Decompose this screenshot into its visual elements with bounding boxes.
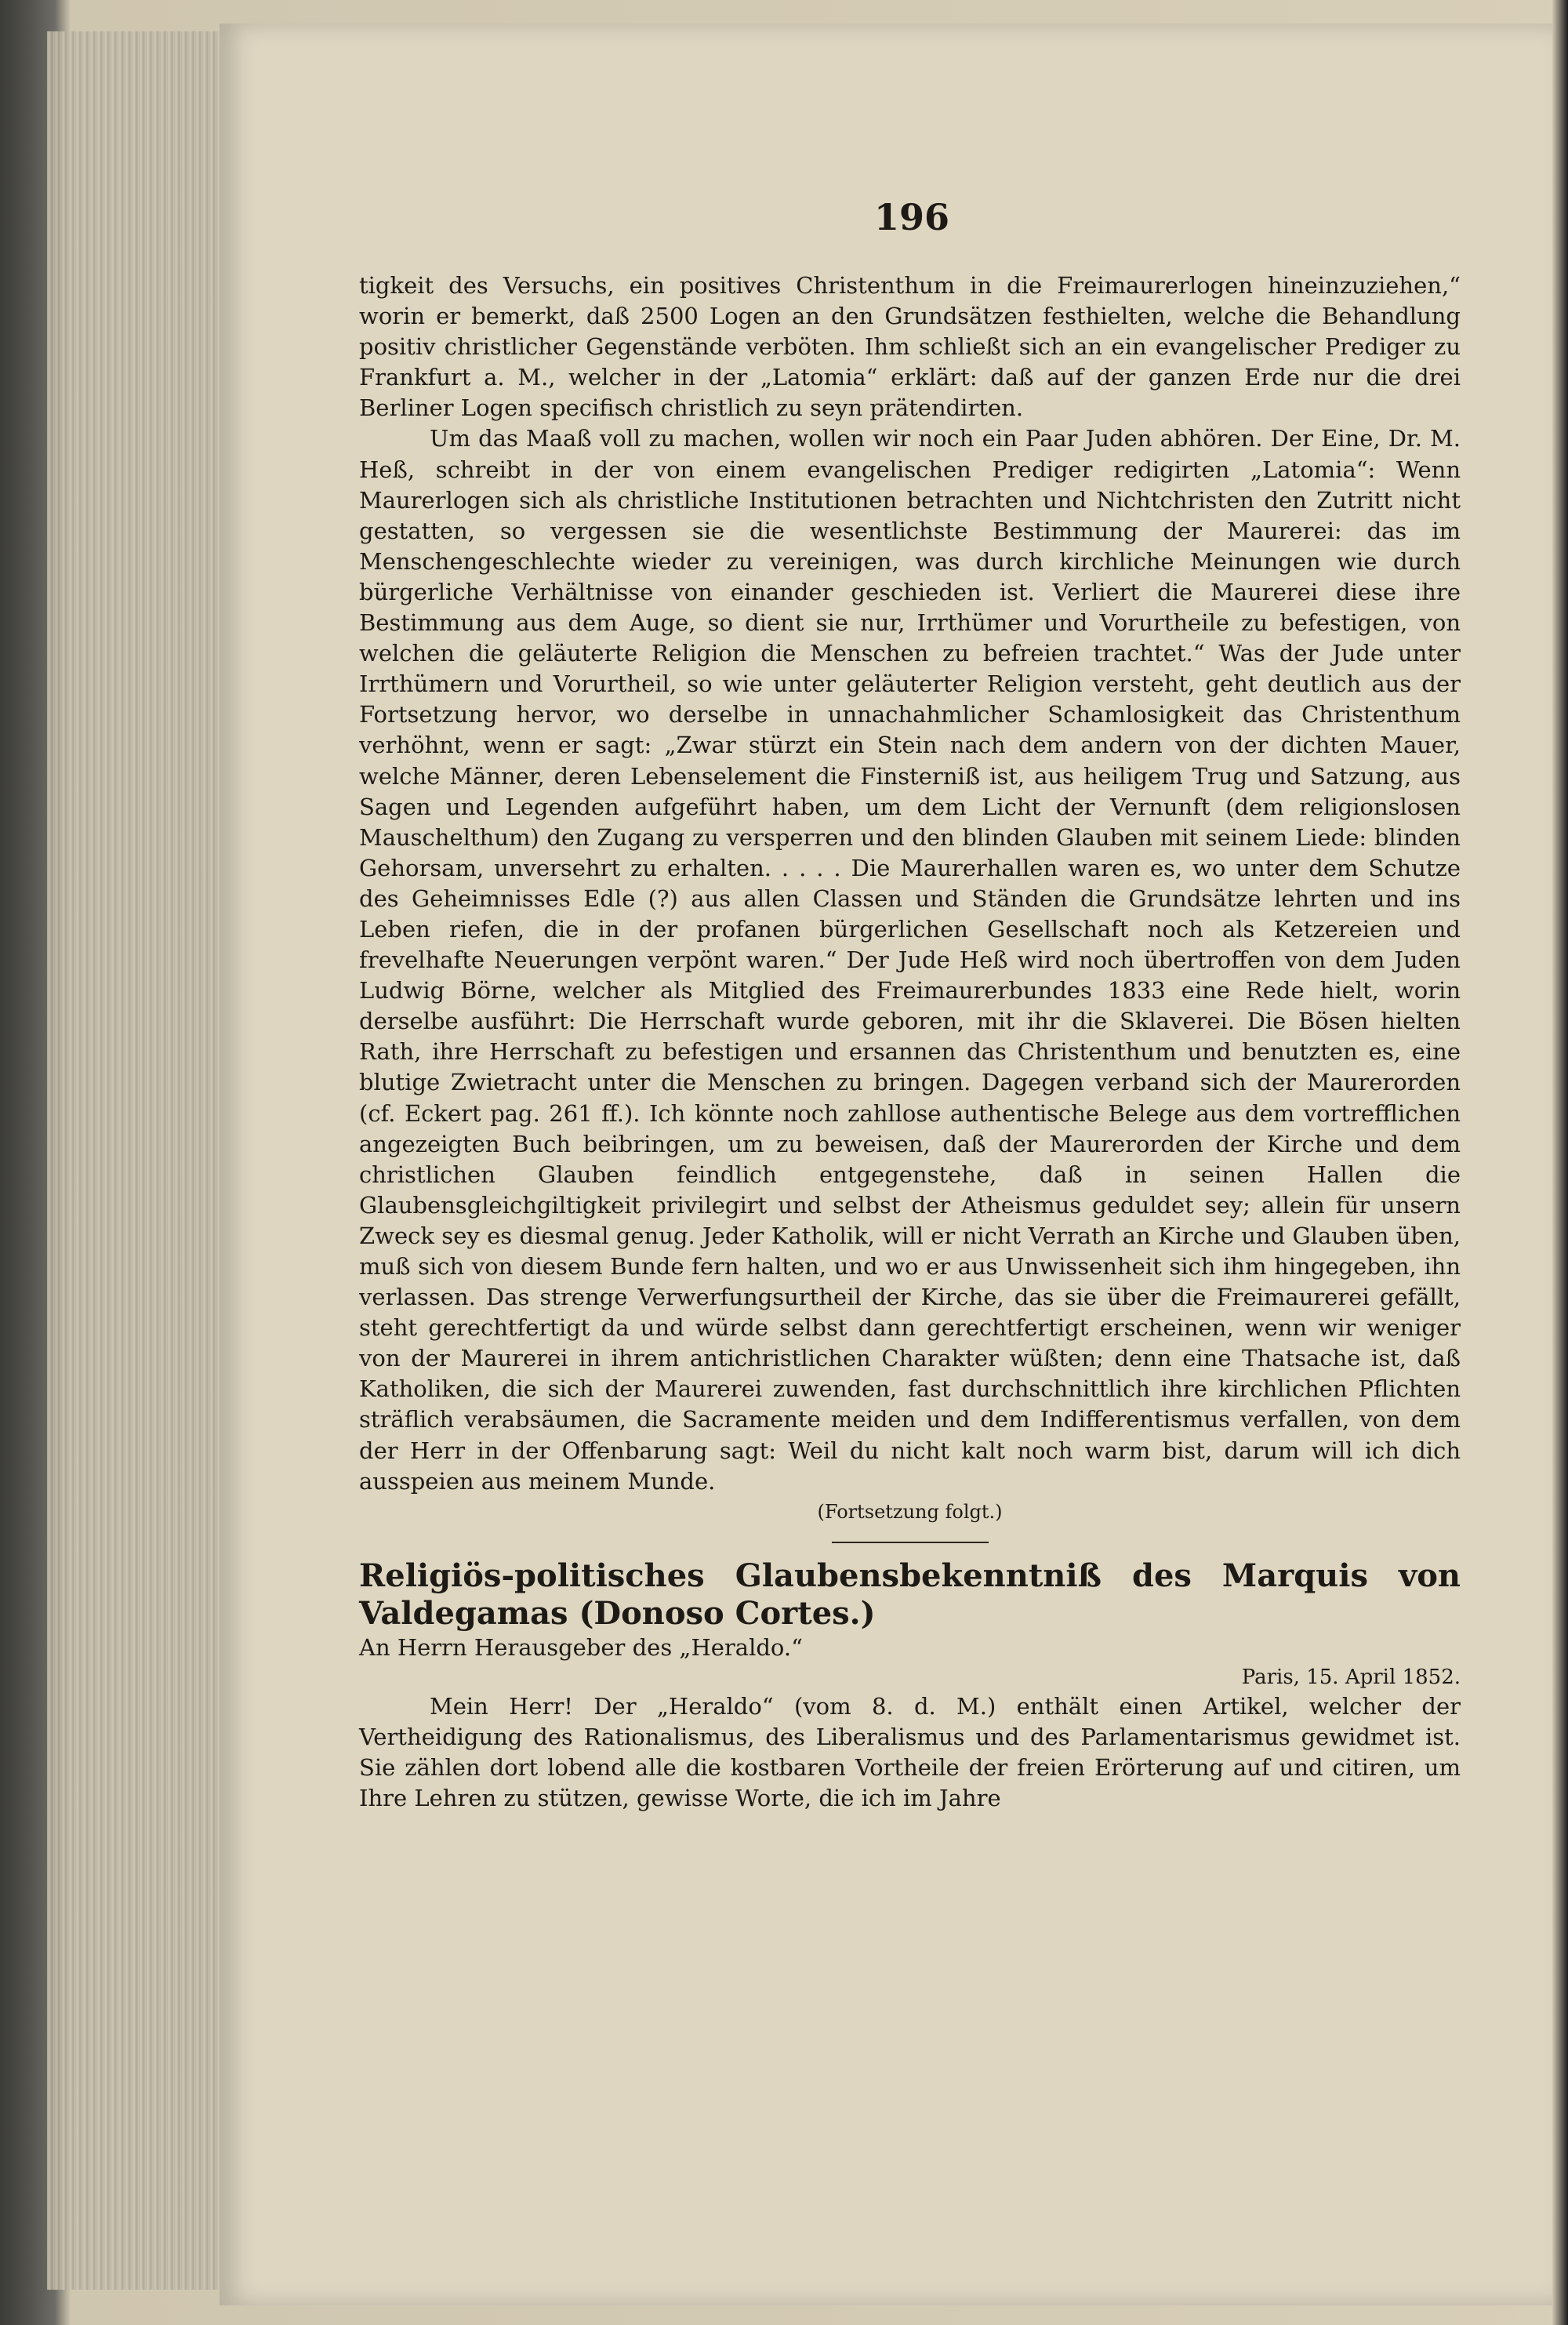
article-dateline: Paris, 15. April 1852.: [1241, 1665, 1461, 1689]
article-addressee: An Herrn Herausgeber des „Heraldo.“: [359, 1633, 803, 1661]
section-divider: [832, 1542, 989, 1543]
paragraph-continuation: tigkeit des Versuchs, ein positives Christenthum in die Freimaurerlogen hineinzuziehen,“ worin er bemerkt, daß 2500 Logen an den Grundsätzen festhielten, welche die Behandlung positiv christlicher Gegenstände verböten. Ihm schließt sich an ein evangelischer Prediger zu Frankfurt a. M., welcher in der „Latomia“ erklärt: daß auf der ganzen Erde nur die drei Berliner Logen specifisch christlich zu seyn prätendirten.: [359, 272, 1461, 422]
page-text: [359, 271, 1461, 1814]
book-spine: [47, 31, 235, 2290]
page-edge-shadow: [1552, 0, 1568, 2325]
continued-note: (Fortsetzung folgt.): [817, 1500, 1003, 1523]
page-number: 196: [874, 196, 950, 238]
article-body: Mein Herr! Der „Heraldo“ (vom 8. d. M.) enthält einen Artikel, welcher der Vertheidigung des Rationalismus, des Liberalismus und des Parlamentarismus gewidmet ist. Sie zählen dort lobend alle die kostbaren Vortheile der freien Erörterung auf und citiren, um Ihre Lehren zu stützen, gewisse Worte, die ich im Jahre: [359, 1692, 1461, 1812]
paragraph-main: Um das Maaß voll zu machen, wollen wir noch ein Paar Juden abhören. Der Eine, Dr. M. Heß, schreibt in der von einem evangelischen Prediger redigirten „Latomia“: Wenn Maurerlogen sich als christliche Institutionen betrachten und Nichtchristen den Zutritt nicht gestatten, so vergessen sie die wesentlichste Bestimmung der Maurerei: das im Menschengeschlechte wieder zu vereinigen, was durch kirchliche Meinungen wie durch bürgerliche Verhältnisse von einander geschieden ist. Verliert die Maurerei diese ihre Bestimmung aus dem Auge, so dient sie nur, Irrthümer und Vorurtheile zu befestigen, von welchen die geläuterte Religion die Menschen zu befreien trachtet.“ Was der Jude unter Irrthümern und Vorurtheil, so wie unter geläuterter Religion versteht, geht deutlich aus der Fortsetzung hervor, wo derselbe in unnachahmlicher Schamlosigkeit das Christenthum verhöhnt, wenn er sagt: „Zwar stürzt ein Stein nach dem andern von der dichten Mauer, welche Männer, deren Lebenselement die Finsterniß ist, aus heiligem Trug und Satzung, aus Sagen und Legenden aufgeführt haben, um dem Licht der Vernunft (dem religionslosen Mauschelthum) den Zugang zu versperren und den blinden Glauben mit seinem Liede: blinden Gehorsam, unversehrt zu erhalten. . . . . Die Maurerhallen waren es, wo unter dem Schutze des Geheimnisses Edle (?) aus allen Classen und Ständen die Grundsätze lehrten und ins Leben riefen, die in der profanen bürgerlichen Gesellschaft noch als Ketzereien und frevelhafte Neuerungen verpönt waren.“ Der Jude Heß wird noch übertroffen von dem Juden Ludwig Börne, welcher als Mitglied des Freimaurerbundes 1833 eine Rede hielt, worin derselbe ausführt: Die Herrschaft wurde geboren, mit ihr die Sklaverei. Die Bösen hielten Rath, ihre Herrschaft zu befestigen und ersannen das Christenthum und benutzten es, eine blutige Zwietracht unter die Menschen zu bringen. Dagegen verband sich der Maurerorden (cf. Eckert pag. 261 ff.). Ich könnte noch zahllose authentische Belege aus dem vortrefflichen angezeigten Buch beibringen, um zu beweisen, daß der Maurerorden der Kirche und dem christlichen Glauben feindlich entgegenstehe, daß in seinen Hallen die Glaubensgleichgiltigkeit privilegirt und selbst der Atheismus geduldet sey; allein für unsern Zweck sey es diesmal genug. Jeder Katholik, will er nicht Verrath an Kirche und Glauben üben, muß sich von diesem Bunde fern halten, und wo er aus Unwissenheit sich ihm hingegeben, ihn verlassen. Das strenge Verwerfungsurtheil der Kirche, das sie über die Freimaurerei gefällt, steht gerechtfertigt da und würde selbst dann gerechtfertigt erscheinen, wenn wir weniger von der Maurerei in ihrem antichristlichen Charakter wüßten; denn eine Thatsache ist, daß Katholiken, die sich der Maurerei zuwenden, fast durchschnittlich ihre kirchlichen Pflichten sträflich verabsäumen, die Sacramente meiden und dem Indifferentismus verfallen, von dem der Herr in der Offenbarung sagt: Weil du nicht kalt noch warm bist, darum will ich dich ausspeien aus meinem Munde.: [359, 425, 1461, 1495]
article-title: Religiös-politisches Glaubensbekenntniß des Marquis von Valdegamas (Donoso Cortes.): [359, 1557, 1461, 1632]
